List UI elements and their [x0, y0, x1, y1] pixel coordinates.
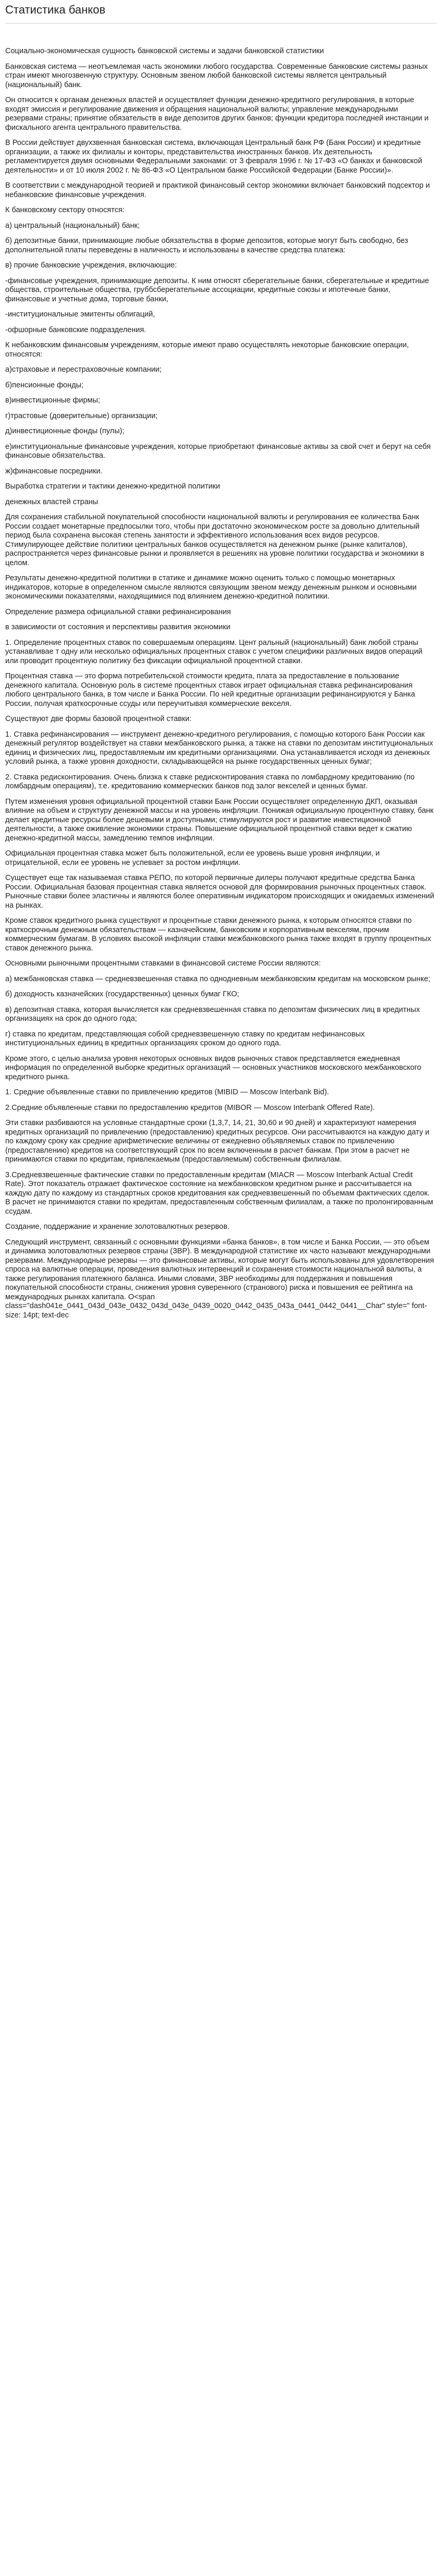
paragraph: в) депозитная ставка, которая вычисляется как средневзвешенная ставка по депозитам физических лиц в кредитных организациях на срок до одного года; [5, 1005, 420, 1023]
paragraph: К небанковским финансовым учреждениям, которые имеют право осуществлять некоторые банковские операции, относятся: [5, 341, 409, 359]
paragraph: 2.Средние объявленные ставки по предоставлению кредитов (MIBOR — Moscow Interbank Offered Rate). [5, 1103, 375, 1112]
paragraph: Процентная ставка — это форма потребительской стоимости кредита, плата за предоставление в пользование денежного капитала. Основную роль в системе процентных ставок играет официальная ставка рефинансирования любого центрального банка, в том числе и Банка России. По ней кредитные организации рефинансируются у Банка России, получая краткосрочные ссуды или переучитывая коммерческие векселя. [5, 672, 415, 708]
paragraph: в зависимости от состояния и перспективы развития экономики [5, 623, 231, 631]
paragraph: 2. Ставка редисконтирования. Очень близка к ставке редисконтирования ставка по ломбардному кредитованию (по ломбардным операциям), т.е. кредитованию коммерческих банков под залог векселей и ценных бумаг. [5, 773, 415, 790]
paragraph: Результаты денежно-кредитной политики в статике и динамике можно оценить только с помощью монетарных индикаторов, которые в определенном смысле являются связующим звеном между денежным рынком и основными экономическими показателями, находящимися под влиянием денежно-кредитной политики. [5, 574, 417, 601]
paragraph: в) прочие банковские учреждения, включающие: [5, 261, 177, 270]
paragraph: Определение размера официальной ставки рефинансирования [5, 607, 231, 616]
paragraph: ж)финансовые посредники. [5, 467, 103, 475]
article-body [5, 47, 435, 1326]
paragraph: 1. Ставка рефинансирования — инструмент денежно-кредитного регулирования, с помощью которого Банк России как денежный регулятор воздействует на ставки межбанковского рынка, а также на ставки по депозитам институциональных единиц и физических лиц, предоставляемым им кредитными организациями. Она устанавливается исходя из денежных условий рынка, а также уровня доходности, складывающейся на рынке государственных ценных бумаг; [5, 730, 433, 766]
paragraph: -институциональные эмитенты облигаций, [5, 310, 156, 319]
paragraph: 1. Определение процентных ставок по совершаемым операциям. Цент ральный (национальный) банк любой страны устанавливае т одну или несколько официальных процентных ставок с учетом специфики различных видов операций или проводит процентную политику без фиксации официальной процентной ставки. [5, 638, 423, 665]
page-title: Статистика банков [5, 3, 105, 16]
paragraph: Социально-экономическая сущность банковской системы и задачи банковской статистики [5, 47, 324, 55]
paragraph: Эти ставки разбиваются на условные стандартные сроки (1,3,7, 14, 21, 30,60 и 90 дней) и характеризуют намерения кредитных организаций по привлечению (предоставлению) кредитных ресурсов. Они рассчитываются на каждую дату и по каждому сроку как средние арифметические величины от ежедневно объявляемых ставок по привлечению (предоставлению) кредитов на соответствующий срок по всем включенным в расчет банкам. При этом в расчет не принимаются ставки по кредитам, привлекаемым (предоставляемым) собственным филиалам. [5, 1119, 429, 1164]
paragraph: Путем изменения уровня официальной процентной ставки Банк России осуществляет определенную ДКП, оказывая влияние на объем и структуру денежной массы и на уровень инфляции. Понижая официальную процентную ставку, банк делает кредитные ресурсы более дешевыми и доступными; стимулируются рост и развитие инвестиционной деятельности, а также оживление экономики страны. Повышение официальной процентной ставки ведет к сжатию денежно-кредитной массы, замедлению темпов инфляции. [5, 797, 434, 843]
paragraph: г) ставка по кредитам, представляющая собой средневзвешенную ставку по кредитам нефинансовых институциональных единиц в кредитных организациях сроком до одного года. [5, 1030, 365, 1047]
paragraph: Существуют две формы базовой процентной ставки: [5, 715, 192, 723]
paragraph: Следующий инструмент, связанный с основными функциями «банка банков», в том числе и Банка России, — это объем и динамика золотовалютных резервов страны (ЗВР). В международной статистике их часто называют международными резервами. Международные резервы — это финансовые активы, которые могут быть использованы для удовлетворения спроса на валютные операции, проведения валютных интервенций и сохранения стоимости национальной валюты, а также регулирования платежного баланса. Иными словами, ЗВР необходимы для поддержания и повышения покупательной способности страны, снижения уровня суверенного (странового) риска и повышения ее рейтинга на международных рынках капитала. О<span class="dash041e_0441_043d_043e_0432_043d_043e_0439_0020_0442_0435_043a_0441_0442_0441__Char" style=" font-size: 14pt; text-dec [5, 1238, 434, 1320]
paragraph: а)страховые и перестраховочные компании; [5, 365, 162, 374]
paragraph: Создание, поддержание и хранение золотовалютных резервов. [5, 1223, 230, 1231]
paragraph: -офшорные банковские подразделения. [5, 325, 146, 334]
paragraph: 1. Средние объявленные ставки по привлечению кредитов (MIBID — Moscow Interbank Bid). [5, 1088, 329, 1096]
paragraph: г)трастовые (доверительные) организации; [5, 411, 158, 420]
paragraph: б) доходность казначейских (государственных) ценных бумаг ГКО; [5, 990, 240, 998]
paragraph: б)пенсионные фонды; [5, 381, 83, 389]
paragraph: е)институциональные финансовые учреждения, которые приобретают финансовые активы за свой счет и берут на себя финансовые обязательства. [5, 442, 431, 460]
paragraph: Существует еще так называемая ставка РЕПО, по которой первичные дилеры получают кредитные средства Банка России. Официальная базовая процентная ставка является основой для формирования рыночных процентных ставок. Рыночные ставки более эластичны и являются более оперативным индикатором происходящих и ожидаемых изменений на рынках. [5, 874, 434, 910]
paragraph: В соответствии с международной теорией и практикой финансовый сектор экономики включает банковский подсектор и небанковские финансовые учреждения. [5, 181, 430, 199]
paragraph: Он относится к органам денежных властей и осуществляет функции денежно-кредитного регулирования, в которые входят эмиссия и регулирование движения и обращения национальной валюты; управление международными резервами страны; принятие обязательств в виде депозитов других банков; функции кредитора последней инстанции и фискального агента центрального правительства. [5, 96, 429, 132]
paragraph: Выработка стратегии и тактики денежно-кредитной политики [5, 482, 220, 491]
paragraph: Кроме этого, с целью анализа уровня некоторых основных видов рыночных ставок представляется ежедневная информация по определенной выборке кредитных организаций — основных участников московского межбанковского кредитного рынка. [5, 1054, 422, 1081]
paragraph: 3.Средневзвешенные фактические ставки по предоставленным кредитам (MIACR — Moscow Interbank Actual Credit Rate). Этот показатель отражает фактическое состояние на межбанковском кредитном рынке и рассчитывается на каждую дату по каждому из стандартных сроков кредитования как средневзвешенный по объемам фактических сделок. В расчет не принимаются ставки по кредитам, предоставленным собственным филиалам, а также по пролонгированным ссудам. [5, 1170, 434, 1216]
paragraph: Официальная процентная ставка может быть положительной, если ее уровень выше уровня инфляции, и отрицательной, если ее уровень не успевает за ростом инфляции. [5, 849, 380, 867]
paragraph: Банковская система — неотъемлемая часть экономики любого государства. Современные банковские системы разных стран имеют многозвенную структуру. Основным звеном любой банковской системы является центральный (национальный) банк. [5, 62, 428, 89]
paragraph: Для сохранения стабильной покупательной способности национальной валюты и регулирования ее количества Банк России создает монетарные предпосылки того, чтобы при достаточно экономическом росте за довольно длительный период была сохранена высокая степень занятости и эффективного использования всех видов ресурсов. Стимулирующее действие политики центральных банков осуществляется на денежном рынке (рынке капиталов), распространяется через финансовые рынки и проявляется в решениях на уровне политики государства и экономики в целом. [5, 513, 425, 567]
paragraph: Кроме ставок кредитного рынка существуют и процентные ставки денежного рынка, к которым относятся ставки по краткосрочным денежным обязательствам — казначейским, банковским и корпоративным векселям, прочим коммерческим бумагам. В условиях высокой инфляции ставки межбанковского рынка также входят в группу процентных ставок денежного рынка. [5, 917, 432, 953]
paragraph: Основными рыночными процентными ставками в финансовой системе России являются: [5, 959, 321, 968]
paragraph: денежных властей страны [5, 497, 99, 506]
paragraph: К банковскому сектору относятся: [5, 206, 125, 214]
paragraph: б) депозитные банки, принимающие любые обязательства в форме депозитов, которые могут быть свободно, без дополнительной платы переведены в наличность и использованы в качестве средства платежа: [5, 237, 408, 254]
paragraph: а) центральный (национальный) банк; [5, 221, 140, 230]
paragraph: В России действует двухзвенная банковская система, включающая Центральный банк РФ (Банк России) и кредитные организации, а также их филиалы и конторы, представительства иностранных банков. Их деятельность регламентируется двумя основными Федеральными законами: от 3 февраля 1996 г. № 17-ФЗ «О банках и банковской деятельности» и от 10 июля 2002 г. № 86-ФЗ «О Центральном банке Российской Федерации (Банке России)». [5, 139, 422, 175]
paragraph: а) межбанковская ставка — средневзвешенная ставка по однодневным межбанковским кредитам на московском рынке; [5, 974, 431, 983]
paragraph: д)инвестиционные фонды (пулы); [5, 427, 125, 435]
paragraph: -финансовые учреждения, принимающие депозиты. К ним относят сберегательные банки, сберегательные и кредитные общества, строительные общества, груббсберегательные ассоциации, кредитные союзы и ипотечные банки, финансовые и учетные дома, торговые банки, [5, 276, 429, 303]
paragraph: в)инвестиционные фирмы; [5, 396, 100, 405]
